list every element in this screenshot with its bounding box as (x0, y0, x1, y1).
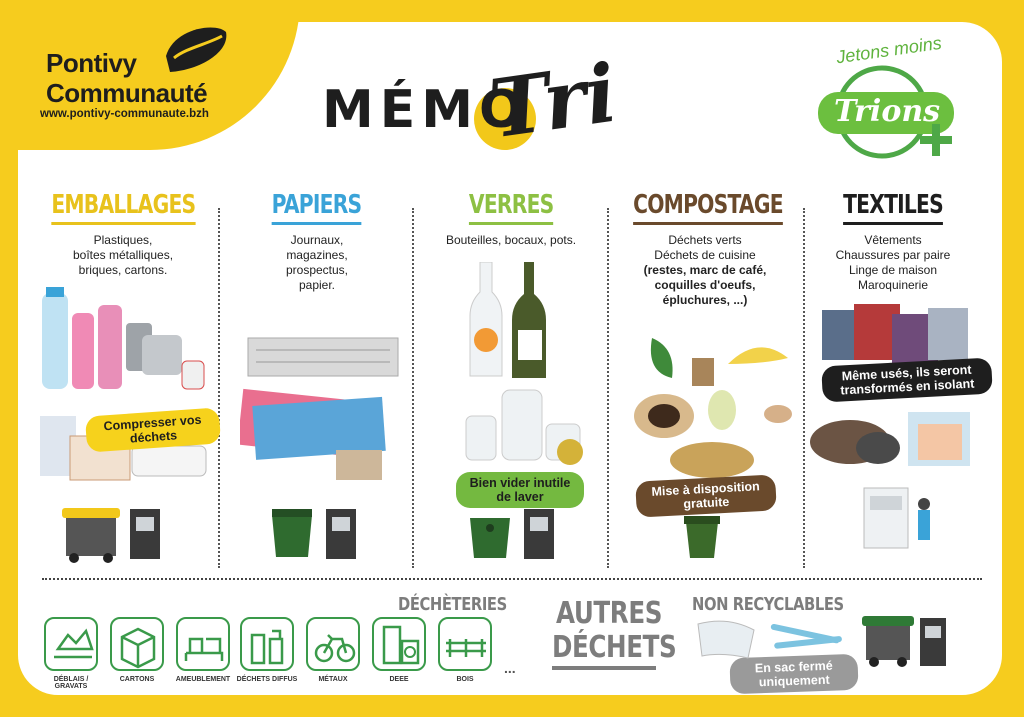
green-glass-container-icon (466, 508, 514, 560)
description-line: Chaussures par paire (835, 248, 951, 262)
decheterie-item-icon (438, 617, 492, 671)
column-description (418, 233, 604, 248)
description-line: papier. (298, 278, 336, 292)
non-recyclable-items-illustration (692, 616, 856, 660)
decheterie-item-label: DEEE (389, 676, 409, 683)
column-divider (607, 208, 609, 568)
badge-main-text: Trions (833, 94, 941, 129)
packaging-illustration (38, 283, 208, 403)
badge-top-text: Jetons moins (835, 32, 943, 68)
column-compostage (612, 190, 798, 308)
logo-line2: Communauté (46, 78, 208, 108)
compost-bin-icon (680, 514, 724, 560)
green-paper-container-icon (268, 505, 316, 559)
logo-line1: Pontivy (46, 48, 137, 78)
decheterie-item-icon (240, 617, 294, 671)
column-title: EMBALLAGES (51, 190, 195, 225)
column-papiers (224, 190, 410, 293)
column-title: VERRES (469, 190, 554, 225)
decheterie-item-icon (306, 617, 360, 671)
grey-wheelie-bin-icon (60, 508, 122, 564)
description-line: Linge de maison (848, 263, 938, 277)
textiles-tip: Même usés, ils seront transformés en isolant (821, 358, 993, 403)
decheterie-item-icon (110, 617, 164, 671)
description-line: Maroquinerie (857, 278, 929, 292)
decheterie-item-icon (176, 617, 230, 671)
waste-category-icon (46, 619, 96, 669)
autres-title: AUTRES (556, 596, 663, 631)
column-description (30, 233, 216, 278)
description-line: Plastiques, (93, 233, 153, 247)
waste-category-icon (308, 619, 358, 669)
verres-tip: Bien vider inutile de laver (456, 472, 584, 508)
paper-illustration (240, 330, 404, 480)
column-divider (803, 208, 805, 568)
column-description (224, 233, 410, 293)
section-divider (42, 578, 982, 580)
decheterie-item-label: DÉBLAIS / GRAVATS (53, 676, 89, 690)
description-detail: (restes, marc de café, coquilles d'oeufs, épluchures, ...) (643, 263, 767, 307)
decheterie-item-label: BOIS (456, 676, 474, 683)
column-description (612, 233, 798, 308)
decheteries-title: DÉCHÈTERIES (398, 594, 507, 615)
description-line: Vêtements (864, 233, 922, 247)
shoes-linen-illustration (808, 404, 978, 474)
description-line: Déchets de cuisine (654, 248, 756, 262)
logo-mark-icon (160, 22, 230, 80)
compost-illustration (628, 334, 798, 484)
description-line: prospectus, (285, 263, 349, 277)
access-terminal-icon (128, 505, 162, 561)
column-description (800, 233, 986, 293)
textile-collection-point-icon (860, 484, 940, 550)
description-line: Journaux, (290, 233, 344, 247)
nonrecyclables-tip: En sac fermé uniquement (729, 654, 858, 694)
grey-wheelie-bin-icon (862, 616, 914, 668)
decheterie-item-label: AMEUBLEMENT (175, 676, 231, 683)
column-divider (412, 208, 414, 568)
waste-category-icon (178, 619, 228, 669)
autres-underline (552, 666, 656, 670)
column-emballages (30, 190, 216, 278)
nonrecyclables-title: NON RECYCLABLES (692, 594, 844, 615)
access-terminal-icon (324, 505, 358, 561)
access-terminal-icon (522, 505, 556, 561)
title-memo: MÉMO (322, 80, 530, 140)
waste-category-icon (440, 619, 490, 669)
waste-category-icon (242, 619, 292, 669)
waste-category-icon (374, 619, 424, 669)
column-divider (218, 208, 220, 568)
decheterie-item-label: DÉCHETS DIFFUS (236, 676, 298, 683)
glass-jars-illustration (462, 380, 592, 470)
decheterie-item-icon (44, 617, 98, 671)
decheterie-item-icon (372, 617, 426, 671)
column-textiles (800, 190, 986, 293)
decheterie-item-label: MÉTAUX (318, 676, 348, 683)
column-title: TEXTILES (843, 190, 943, 225)
column-verres (418, 190, 604, 248)
emballages-tip: Compresser vos déchets (85, 407, 221, 452)
column-title: COMPOSTAGE (633, 190, 783, 225)
description-line: boîtes métalliques, (72, 248, 174, 262)
glass-bottles-illustration (468, 262, 558, 382)
description-line: magazines, (286, 248, 348, 262)
logo-url[interactable]: www.pontivy-communaute.bzh (40, 108, 209, 120)
trions-badge (812, 30, 962, 170)
more-items-ellipsis: ... (504, 660, 516, 676)
description-line: Déchets verts (668, 233, 742, 247)
access-terminal-icon (918, 614, 948, 668)
dechets-title: DÉCHETS (552, 630, 677, 665)
column-title: PAPIERS (272, 190, 362, 225)
decheterie-item-label: CARTONS (119, 676, 155, 683)
description-line: Bouteilles, bocaux, pots. (445, 233, 577, 247)
waste-category-icon (112, 619, 162, 669)
description-line: briques, cartons. (78, 263, 168, 277)
compost-tip: Mise à disposition gratuite (635, 474, 777, 517)
title-tri: Tri (484, 45, 623, 157)
